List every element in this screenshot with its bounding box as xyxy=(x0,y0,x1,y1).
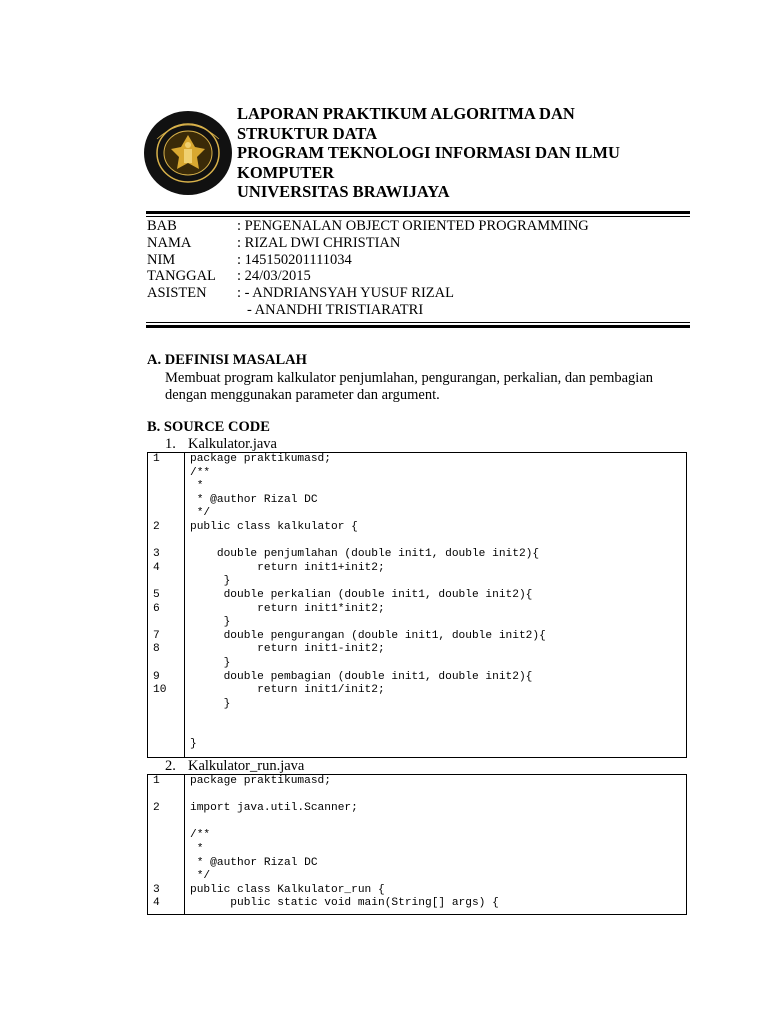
code-line xyxy=(148,870,686,884)
code-listing xyxy=(147,452,687,758)
title-line: UNIVERSITAS BRAWIJAYA xyxy=(237,182,450,201)
code-text: return init1+init2; xyxy=(190,561,385,574)
code-line xyxy=(148,684,686,698)
code-line xyxy=(148,725,686,739)
meta-label: TANGGAL xyxy=(147,268,216,285)
line-number: 1 xyxy=(153,775,160,787)
divider-thick xyxy=(146,211,690,214)
meta-label: ASISTEN xyxy=(147,285,207,302)
meta-label: NAMA xyxy=(147,234,192,251)
code-line xyxy=(148,535,686,549)
report-meta xyxy=(147,218,589,319)
code-line xyxy=(148,616,686,630)
code-line xyxy=(148,575,686,589)
code-line xyxy=(148,548,686,562)
code-text: } xyxy=(190,616,231,629)
code-line xyxy=(148,738,686,752)
code-text: /** xyxy=(190,466,211,479)
code-text: } xyxy=(190,697,231,710)
code-line xyxy=(148,789,686,803)
meta-value: : - ANDRIANSYAH YUSUF RIZAL xyxy=(237,285,454,302)
title-line: LAPORAN PRAKTIKUM ALGORITMA DAN xyxy=(237,104,575,123)
code-line xyxy=(148,630,686,644)
code-line xyxy=(148,816,686,830)
code-text: * @author Rizal DC xyxy=(190,493,318,506)
code-line xyxy=(148,521,686,535)
meta-row xyxy=(147,252,589,269)
code-text: double penjumlahan (double init1, double init2){ xyxy=(190,548,540,561)
code-text: return init1/init2; xyxy=(190,684,385,697)
file-label xyxy=(165,758,304,775)
section-b-heading: B. SOURCE CODE xyxy=(147,419,270,435)
meta-row xyxy=(147,302,589,319)
code-text: * @author Rizal DC xyxy=(190,856,318,869)
code-line xyxy=(148,657,686,671)
line-number: 10 xyxy=(153,684,167,697)
code-line xyxy=(148,671,686,685)
line-number: 2 xyxy=(153,520,160,533)
code-text: return init1*init2; xyxy=(190,602,385,615)
divider-thin xyxy=(146,216,690,217)
section-a-heading: A. DEFINISI MASALAH xyxy=(147,352,307,368)
code-text: */ xyxy=(190,507,211,520)
line-number: 1 xyxy=(153,453,160,465)
line-number: 4 xyxy=(153,561,160,574)
section-a-body: Membuat program kalkulator penjumlahan, pengurangan, perkalian, dan pembagian dengan menggunakan parameter dan argument. xyxy=(165,370,654,403)
line-number: 7 xyxy=(153,629,160,642)
line-number: 6 xyxy=(153,602,160,615)
code-text: return init1-init2; xyxy=(190,643,385,656)
line-number: 3 xyxy=(153,548,160,561)
code-text: */ xyxy=(190,870,211,883)
code-line xyxy=(148,603,686,617)
line-number: 8 xyxy=(153,643,160,656)
code-line xyxy=(148,843,686,857)
code-text: import java.util.Scanner; xyxy=(190,802,358,815)
code-text: double pengurangan (double init1, double init2){ xyxy=(190,629,546,642)
code-line xyxy=(148,802,686,816)
line-number: 2 xyxy=(153,802,160,815)
code-line xyxy=(148,897,686,911)
code-line xyxy=(148,494,686,508)
code-listing xyxy=(147,774,687,915)
divider-thin xyxy=(146,322,690,323)
file-number: 2. xyxy=(165,758,176,774)
file-label xyxy=(165,436,277,453)
code-text: public static void main(String[] args) { xyxy=(190,897,499,910)
code-line xyxy=(148,857,686,871)
meta-value: : 145150201111034 xyxy=(237,251,352,268)
code-text: public class kalkulator { xyxy=(190,520,358,533)
line-number: 5 xyxy=(153,588,160,601)
file-name: Kalkulator.java xyxy=(188,436,277,452)
meta-row xyxy=(147,235,589,252)
file-number: 1. xyxy=(165,436,176,452)
code-text: } xyxy=(190,575,231,588)
meta-value: : RIZAL DWI CHRISTIAN xyxy=(237,234,401,251)
line-number: 4 xyxy=(153,897,160,910)
code-text: /** xyxy=(190,829,211,842)
report-title xyxy=(237,104,677,202)
code-line xyxy=(148,711,686,725)
divider-thick xyxy=(146,325,690,328)
code-text: } xyxy=(190,738,197,751)
code-line xyxy=(148,480,686,494)
code-text: package praktikumasd; xyxy=(190,453,331,465)
meta-row xyxy=(147,268,589,285)
meta-row xyxy=(147,285,589,302)
code-text: double perkalian (double init1, double init2){ xyxy=(190,588,533,601)
code-text: package praktikumasd; xyxy=(190,775,331,787)
code-line xyxy=(148,453,686,467)
file-name: Kalkulator_run.java xyxy=(188,758,305,774)
code-line xyxy=(148,698,686,712)
university-logo xyxy=(143,109,233,197)
code-text: * xyxy=(190,842,204,855)
meta-value: : 24/03/2015 xyxy=(237,268,311,285)
meta-label: NIM xyxy=(147,251,176,268)
code-line xyxy=(148,467,686,481)
meta-row xyxy=(147,218,589,235)
code-line xyxy=(148,589,686,603)
code-text: double pembagian (double init1, double init2){ xyxy=(190,670,533,683)
line-number: 3 xyxy=(153,883,160,896)
title-line: STRUKTUR DATA xyxy=(237,123,378,143)
code-text: * xyxy=(190,480,204,493)
code-line xyxy=(148,775,686,789)
title-line: PROGRAM TEKNOLOGI INFORMASI DAN ILMU xyxy=(237,143,620,162)
code-text: public class Kalkulator_run { xyxy=(190,883,385,896)
code-line xyxy=(148,643,686,657)
meta-label: BAB xyxy=(147,218,177,234)
meta-value: - ANANDHI TRISTIARATRI xyxy=(247,301,424,318)
code-line xyxy=(148,562,686,576)
line-number: 9 xyxy=(153,670,160,683)
code-line xyxy=(148,884,686,898)
meta-value: : PENGENALAN OBJECT ORIENTED PROGRAMMING xyxy=(237,218,589,234)
code-text: } xyxy=(190,656,231,669)
title-line: KOMPUTER xyxy=(237,162,335,182)
code-line xyxy=(148,507,686,521)
code-line xyxy=(148,829,686,843)
